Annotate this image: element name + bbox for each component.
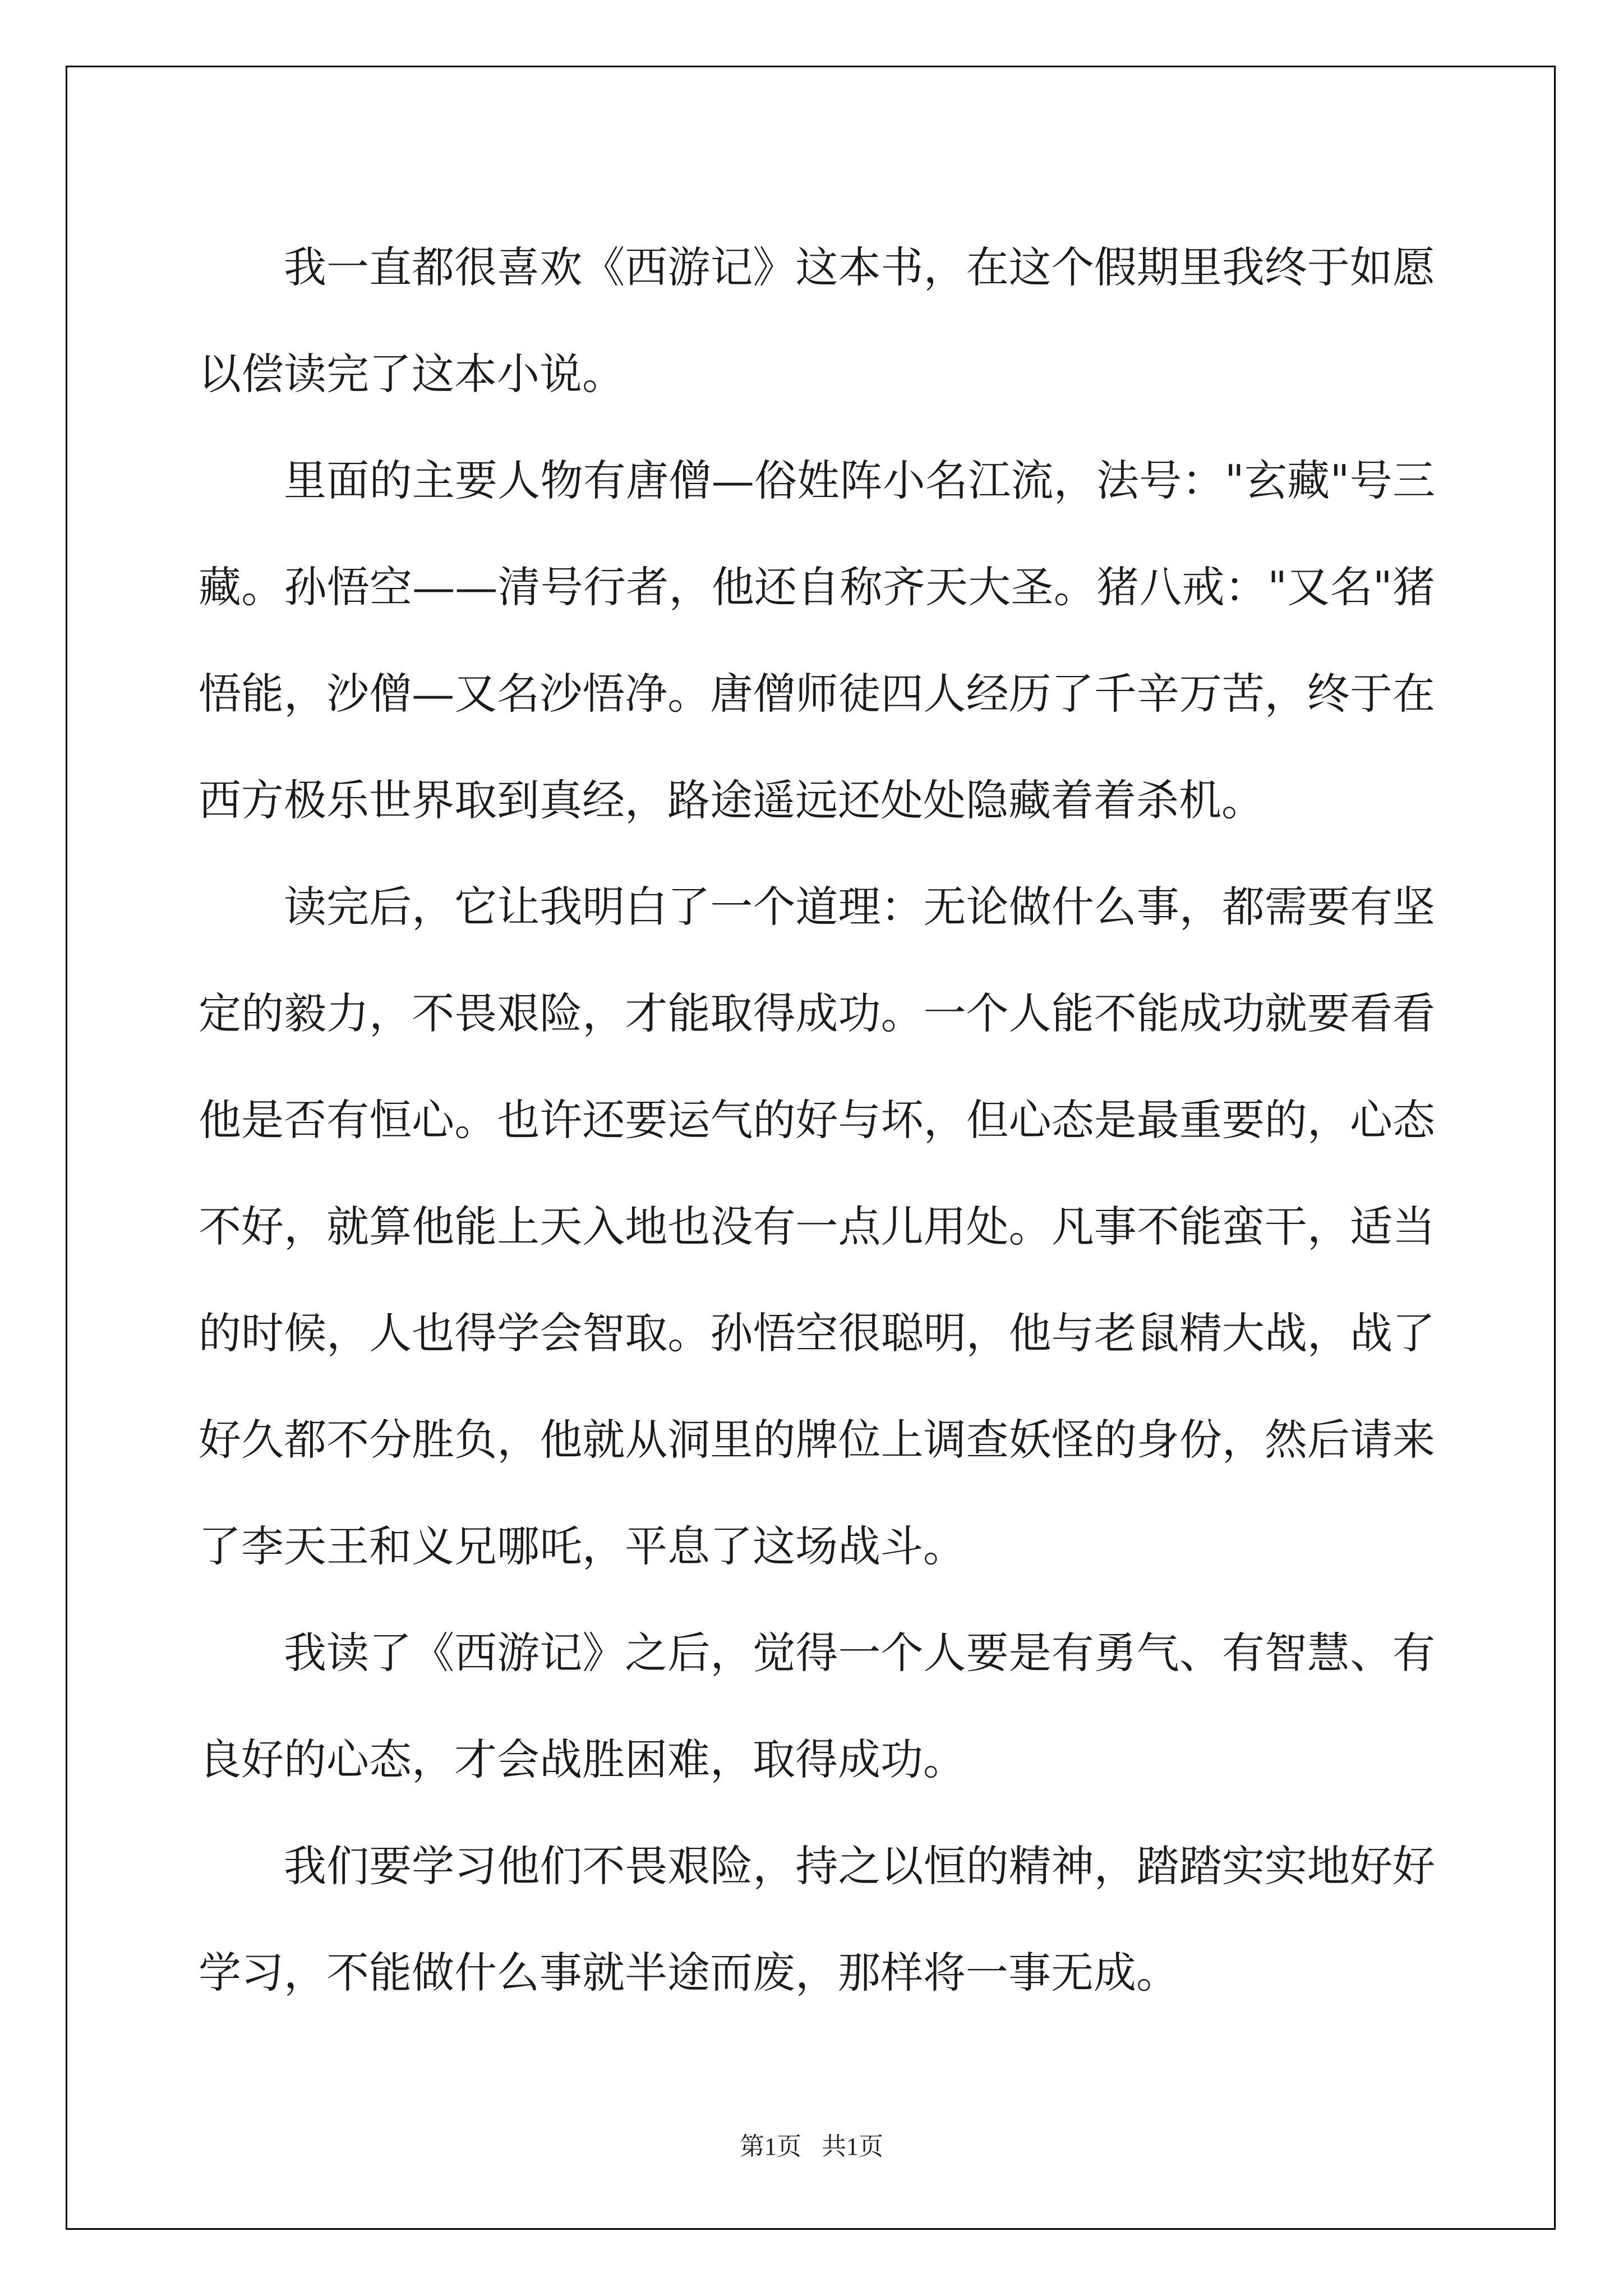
paragraph-1: 我一直都很喜欢《西游记》这本书，在这个假期里我终于如愿以偿读完了这本小说。 bbox=[199, 242, 1435, 399]
total-pages: 共1页 bbox=[822, 2133, 883, 2160]
paragraph-2: 里面的主要人物有唐僧—俗姓阵小名江流，法号："玄藏"号三藏。孙悟空——清号行者，他还自称齐天大圣。猪八戒："又名"猪悟能，沙僧—又名沙悟净。唐僧师徒四人经历了千辛万苦，终于在西方极乐世界取到真经，路途遥远还处处隐藏着着杀机。 bbox=[199, 455, 1435, 825]
paragraph-5: 我们要学习他们不畏艰险，持之以恒的精神，踏踏实实地好好学习，不能做什么事就半途而废，那样将一事无成。 bbox=[199, 1841, 1435, 1998]
document-body bbox=[199, 214, 1435, 2026]
page-footer bbox=[0, 2126, 1623, 2162]
paragraph-4: 我读了《西游记》之后，觉得一个人要是有勇气、有智慧、有良好的心态，才会战胜困难，取得成功。 bbox=[199, 1628, 1435, 1784]
paragraph-3: 读完后，它让我明白了一个道理：无论做什么事，都需要有坚定的毅力，不畏艰险，才能取得成功。一个人能不能成功就要看看他是否有恒心。也许还要运气的好与坏，但心态是最重要的，心态不好，就算他能上天入地也没有一点儿用处。凡事不能蛮干，适当的时候，人也得学会智取。孙悟空很聪明，他与老鼠精大战，战了好久都不分胜负，他就从洞里的牌位上调查妖怪的身份，然后请来了李天王和义兄哪吒，平息了这场战斗。 bbox=[199, 882, 1435, 1571]
page-number: 第1页 bbox=[740, 2133, 801, 2160]
